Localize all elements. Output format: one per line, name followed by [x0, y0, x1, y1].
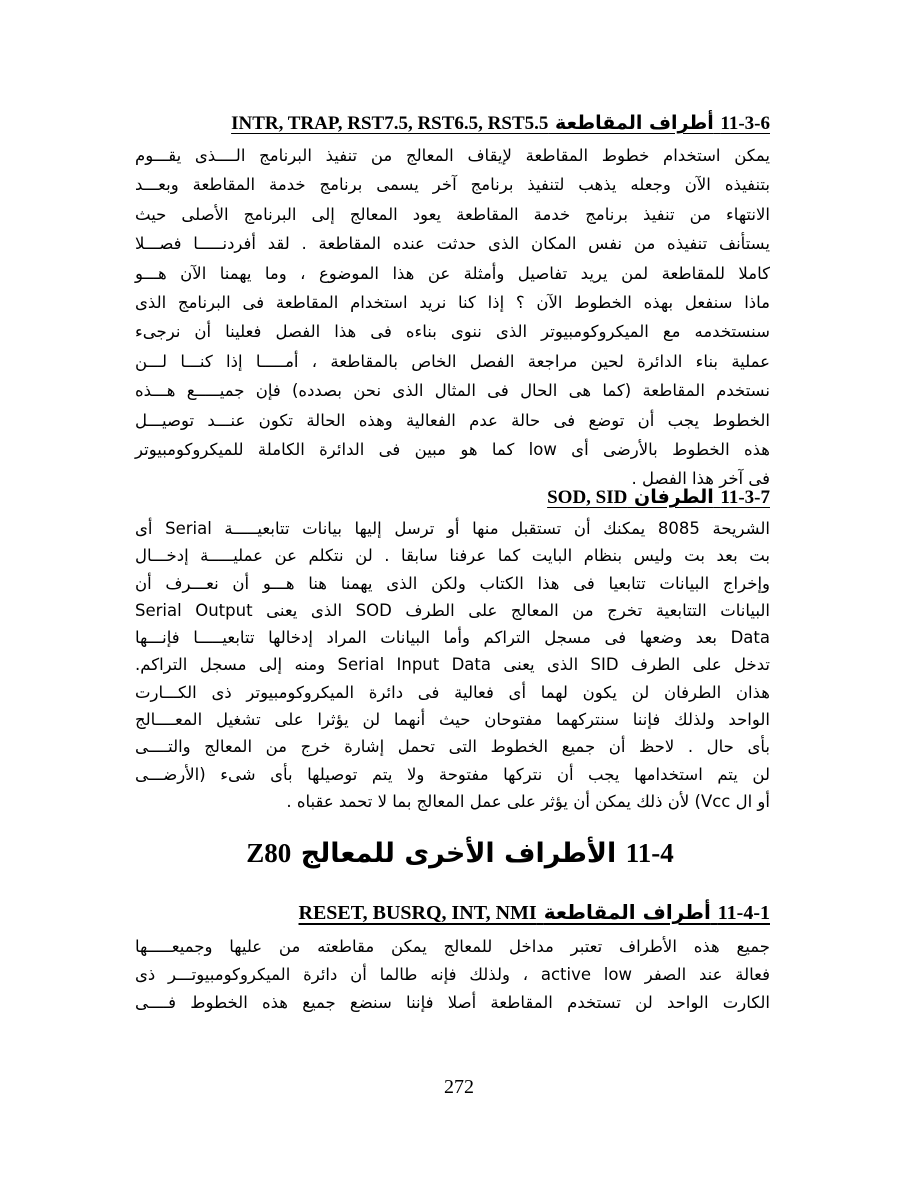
paragraph-line: بأى حال . لاحظ أن جميع الخطوط التى تحمل إشارة خرج من المعالج والتــــى — [135, 737, 770, 757]
section-11-3-7 — [135, 486, 770, 815]
paragraph-line: بت بعد بت وليس بنظام البايت كما عرفنا سابقا . لن نتكلم عن عمليـــــة إدخـــال — [135, 546, 770, 566]
heading-latin: RESET, BUSRQ, INT, NMI — [298, 902, 537, 924]
paragraph-line: تدخل على الطرف SID الذى يعنى Serial Input Data ومنه إلى مسجل التراكم. — [135, 655, 770, 675]
paragraph — [135, 141, 770, 494]
heading-number: 11-3-6 — [720, 113, 770, 134]
paragraph-line: هذه الخطوط بالأرضى أى low كما هو مبين فى الدائرة الكاملة للميكروكومبيوتر — [135, 440, 770, 460]
section-11-4-1 — [135, 900, 770, 1017]
paragraph-line: كاملا للمقاطعة لمن يريد تفاصيل وأمثلة عن هذا الموضوع ، وما يهمنا الآن هـــو — [135, 263, 770, 283]
section-heading — [135, 112, 770, 135]
paragraph-line: بتنفيذه الآن وجعله يذهب لتنفيذ برنامج آخر يسمى برنامج خدمة المقاطعة وبعـــد — [135, 175, 770, 195]
section-heading — [135, 486, 770, 509]
paragraph-line: هذان الطرفان لن يكون لهما أى فعالية فى دائرة الميكروكومبيوتر ذى الكـــارت — [135, 682, 770, 702]
heading-number: 11-3-7 — [720, 487, 770, 508]
heading-latin: Z80 — [246, 838, 292, 868]
section-11-3-6 — [135, 112, 770, 494]
heading-latin: SOD, SID — [547, 487, 628, 508]
section-11-4 — [135, 838, 770, 869]
heading-text: الأطراف الأخرى للمعالج — [300, 838, 617, 869]
paragraph-line: سنستخدمه مع الميكروكومبيوتر الذى ننوى بناءه فى هذا الفصل فعلينا أن نرجىء — [135, 322, 770, 342]
heading-number: 11-4 — [625, 838, 674, 868]
heading-number: 11-4-1 — [717, 902, 770, 924]
paragraph-line: الخطوط يجب أن توضع فى حالة عدم الفعالية وهذه الحالة تكون عنـــد توصيـــل — [135, 410, 770, 430]
paragraph-line: وإخراج البيانات تتابعيا فى هذا الكتاب ولكن الذى يهمنا هنا هـــو أن نعـــرف أن — [135, 573, 770, 593]
paragraph-line: ماذا سنفعل بهذه الخطوط الآن ؟ إذا كنا نريد استخدام المقاطعة فى البرنامج الذى — [135, 293, 770, 313]
paragraph-line: يستأنف تنفيذه من نفس المكان الذى حدثت عنده المقاطعة . لقد أفردنـــــا فصـــلا — [135, 234, 770, 254]
heading-text: الطرفان — [633, 486, 714, 508]
paragraph-line: الشريحة 8085 يمكنك أن تستقبل منها أو ترسل إليها بيانات تتابعيـــــة Serial أى — [135, 519, 770, 538]
paragraph-line: البيانات التتابعية تخرج من المعالج على الطرف SOD الذى يعنى Serial Output — [135, 600, 770, 620]
paragraph-line: جميع هذه الأطراف تعتبر مداخل للمعالج يمكن مقاطعته من عليها وجميعـــــها — [135, 937, 770, 956]
section-heading — [135, 900, 770, 925]
paragraph-line: عملية بناء الدائرة لحين مراجعة الفصل الخاص بالمقاطعة ، أمـــــا إذا كنـــا لـــن — [135, 351, 770, 371]
paragraph-line: فى آخر هذا الفصل . — [631, 469, 770, 489]
paragraph-line: الواحد ولذلك فإننا سنتركهما مفتوحان حيث أنهما لن يؤثرا على تشغيل المعــــالج — [135, 710, 770, 730]
chapter-section-heading — [135, 838, 770, 869]
paragraph-line: فعالة عند الصفر active low ، ولذلك فإنه طالما أن دائرة الميكروكومبيوتـــر ذى — [135, 965, 770, 984]
paragraph — [135, 933, 770, 1017]
paragraph-line: لن يتم استخدامها يجب أن نتركها مفتوحة ولا يتم توصيلها بأى شىء (الأرضـــى — [135, 764, 770, 784]
paragraph-line: نستخدم المقاطعة (كما هى الحال فى المثال الذى نحن بصدده) فإن جميـــــع هـــذه — [135, 381, 770, 401]
paragraph-line: الانتهاء من تنفيذ برنامج خدمة المقاطعة يعود المعالج إلى البرنامج الأصلى حيث — [135, 204, 770, 224]
paragraph-line: يمكن استخدام خطوط المقاطعة لإيقاف المعالج من تنفيذ البرنامج الــــذى يقـــوم — [135, 146, 770, 165]
page-number: 272 — [444, 1076, 474, 1098]
heading-latin: INTR, TRAP, RST7.5, RST6.5, RST5.5 — [231, 113, 549, 134]
heading-text: أطراف المقاطعة — [555, 112, 714, 134]
heading-text: أطراف المقاطعة — [543, 900, 711, 924]
paragraph-line: الكارت الواحد لن تستخدم المقاطعة أصلا فإننا سنضع جميع هذه الخطوط فــــى — [135, 993, 770, 1012]
paragraph-line: Data بعد وضعها فى مسجل التراكم وأما البيانات المراد إدخالها تتابعيـــــا فإنـــها — [135, 628, 770, 648]
paragraph-line: أو ال Vcc) لأن ذلك يمكن أن يؤثر على عمل المعالج بما لا تحمد عقباه . — [286, 791, 770, 811]
paragraph — [135, 515, 770, 815]
